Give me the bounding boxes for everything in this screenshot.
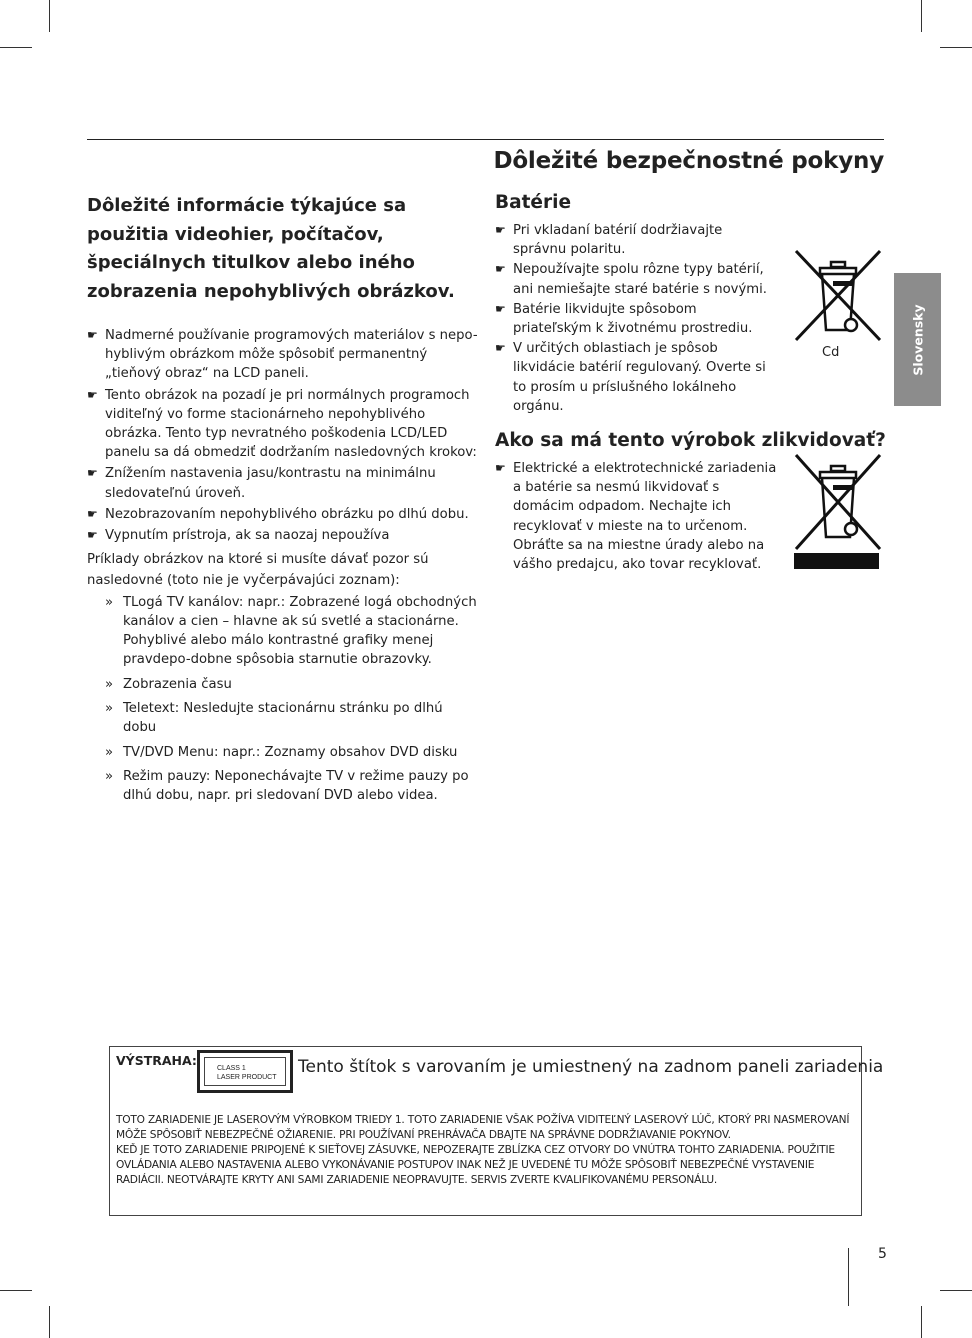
language-tab-label: Slovensky <box>910 303 925 376</box>
list-item <box>495 221 770 259</box>
warning-paragraph: KEĎ JE TOTO ZARIADENIE PRIPOJENÉ K SIEŤOVEJ ZÁSUVKE, NEPOZERAJTE ZBLÍZKA CEZ OTVORY DO VNÚTRA TOHTO ZARIADENIA. POUŽITIE OVLÁDANIA ALEBO NASTAVENIA ALEBO VYKONÁVANIE POSTUPOV INAK NEŽ JE UVEDENÉ TU MÔŽE SPÔSOBIŤ NEBEZPEČNÉ VYSTAVENIE RADIÁCII. NEOTVÁRAJTE KRYTY ANI SAMI ZARIADENIE NEOPRAVUJTE. SERVIS ZVERTE KVALIFIKOVANÉMU PERSONÁLU. <box>116 1144 835 1186</box>
list-item <box>87 464 479 502</box>
battery-instructions-list <box>495 221 770 416</box>
pointing-hand-icon: ☛ <box>87 387 98 402</box>
crop-mark <box>49 0 50 32</box>
list-item-text: Pri vkladaní batérií dodržiavajte správnu polaritu. <box>513 223 723 258</box>
list-item <box>495 459 777 574</box>
double-chevron-icon: » <box>105 701 114 717</box>
pointing-hand-icon: ☛ <box>495 461 506 476</box>
pointing-hand-icon: ☛ <box>87 506 98 521</box>
crop-mark <box>940 47 972 48</box>
pointing-hand-icon: ☛ <box>495 223 506 237</box>
laser-class-line: CLASS 1 <box>217 1065 246 1072</box>
double-chevron-icon: » <box>105 595 114 611</box>
list-item-text: V určitých oblastiach je spôsob likvidácie batérií regulovaný. Overte si to prosím u príslušného lokálneho orgánu. <box>513 341 766 414</box>
section-heading-static-images: Dôležité informácie týkajúce sa použitia videohier, počítačov, špeciálnych titulkov alebo iného zobrazenia nepohyblivých obrázkov. <box>87 195 455 302</box>
page-number-rule <box>848 1248 849 1306</box>
page-number: 5 <box>878 1246 887 1262</box>
laser-class-label-inner <box>204 1057 286 1086</box>
pointing-hand-icon: ☛ <box>495 341 506 356</box>
double-chevron-icon: » <box>105 769 114 785</box>
list-item-text: Nepoužívajte spolu rôzne typy batérií, ani nemiešajte staré batérie s novými. <box>513 262 767 297</box>
laser-label-note: Tento štítok s varovaním je umiestnený na zadnom paneli zariadenia <box>298 1057 884 1077</box>
list-item <box>105 675 479 694</box>
list-item-text: Elektrické a elektrotechnické zariadenia a batérie sa nesmú likvidovať s domácim odpadom. Nechajte ich recyklovať v mieste na to určenom. Obráťte sa na miestne úrady alebo na vášho predajcu, ako tovar recyklovať. <box>513 461 777 573</box>
crop-mark <box>49 1306 50 1338</box>
list-item <box>495 339 770 416</box>
pointing-hand-icon: ☛ <box>87 466 98 481</box>
list-item <box>105 767 479 805</box>
header-rule <box>87 139 884 140</box>
laser-class-label <box>197 1050 293 1093</box>
list-item <box>87 505 479 524</box>
left-column <box>87 192 479 811</box>
list-item <box>105 699 479 737</box>
pointing-hand-icon: ☛ <box>495 262 506 277</box>
warning-label: VÝSTRAHA: <box>116 1053 197 1068</box>
list-item <box>105 743 479 762</box>
list-item-text: Batérie likvidujte spôsobom priateľským k životnému prostrediu. <box>513 301 753 337</box>
double-chevron-icon: » <box>105 744 114 760</box>
list-item-text: TLogá TV kanálov: napr.: Zobrazené logá obchodných kanálov a cien – hlavne ak sú svetlé a stacionárne. Pohyblivé alebo málo kontrastné grafiky menej pravdepo-dobne spôsobia starnutie obrazovky. <box>123 595 477 668</box>
list-item-text: Teletext: Nesledujte stacionárnu stránku po dlhú dobu <box>123 701 443 736</box>
list-item <box>495 300 770 338</box>
crop-mark <box>0 47 32 48</box>
list-item-text: Režim pauzy: Neponechávajte TV v režime pauzy po dlhú dobu, napr. pri sledovaní DVD alebo videa. <box>123 769 469 804</box>
crop-mark <box>940 1290 972 1291</box>
crossed-bin-cd-icon <box>793 248 883 343</box>
disposal-instructions-list <box>495 459 777 574</box>
list-item-text: Nezobrazovaním nepohyblivého obrázku po dlhú dobu. <box>105 506 469 522</box>
section-heading-disposal: Ako sa má tento výrobok zlikvidovať? <box>495 430 886 452</box>
static-image-warnings-list <box>87 326 479 545</box>
pointing-hand-icon: ☛ <box>495 301 506 316</box>
list-item <box>105 593 479 669</box>
crop-mark <box>921 0 922 32</box>
list-item <box>87 386 479 463</box>
examples-list <box>87 593 479 805</box>
list-item <box>87 526 479 545</box>
warning-paragraph: TOTO ZARIADENIE JE LASEROVÝM VÝROBKOM TRIEDY 1. TOTO ZARIADENIE VŠAK POŽÍVA VIDITEĽNÝ LASEROVÝ LÚČ, KTORÝ PRI NASMEROVANÍ MÔŽE SPÔSOBIŤ NEBEZPEČNÉ OŽIARENIE. PRI POUŽÍVANÍ PREHRÁVAČA DBAJTE NA SPRÁVNE DODRŽIAVANIE POKYNOV. <box>116 1114 850 1141</box>
cd-label: Cd <box>822 345 840 360</box>
double-chevron-icon: » <box>105 676 114 692</box>
language-tab <box>894 273 941 406</box>
list-item-text: Vypnutím prístroja, ak sa naozaj nepoužíva <box>105 528 390 544</box>
crop-mark <box>921 1306 922 1338</box>
list-item-text: TV/DVD Menu: napr.: Zoznamy obsahov DVD disku <box>123 744 458 760</box>
list-item-text: Zobrazenia času <box>123 676 232 692</box>
list-item <box>495 260 770 298</box>
list-item-text: Znížením nastavenia jasu/kontrastu na minimálnu sledovateľnú úroveň. <box>105 466 436 501</box>
page-title: Dôležité bezpečnostné pokyny <box>493 148 884 174</box>
pointing-hand-icon: ☛ <box>87 528 98 543</box>
crossed-bin-weee-icon <box>793 452 883 552</box>
crop-mark <box>0 1290 32 1291</box>
laser-warning-box <box>109 1046 884 1216</box>
list-item-text: Tento obrázok na pozadí je pri normálnych programoch viditeľný vo forme stacionárneho nepohyblivého obrázka. Tento typ nevratného poškodenia LCD/LED panelu sa dá obmedziť dodržaním nasledovných krokov: <box>105 387 477 461</box>
examples-intro: Príklady obrázkov na ktoré si musíte dávať pozor sú nasledovné (toto nie je vyčerpávajúci zoznam): <box>87 552 429 589</box>
pointing-hand-icon: ☛ <box>87 328 98 342</box>
warning-text <box>116 1113 855 1188</box>
section-heading-batteries: Batérie <box>495 192 571 213</box>
weee-black-bar <box>794 553 879 569</box>
list-item <box>87 326 479 384</box>
list-item-text: Nadmerné používanie programových materiálov s nepo-hyblivým obrázkom môže spôsobiť permanentný „tieňový obraz“ na LCD paneli. <box>105 328 478 382</box>
laser-product-line: LASER PRODUCT <box>217 1074 277 1081</box>
